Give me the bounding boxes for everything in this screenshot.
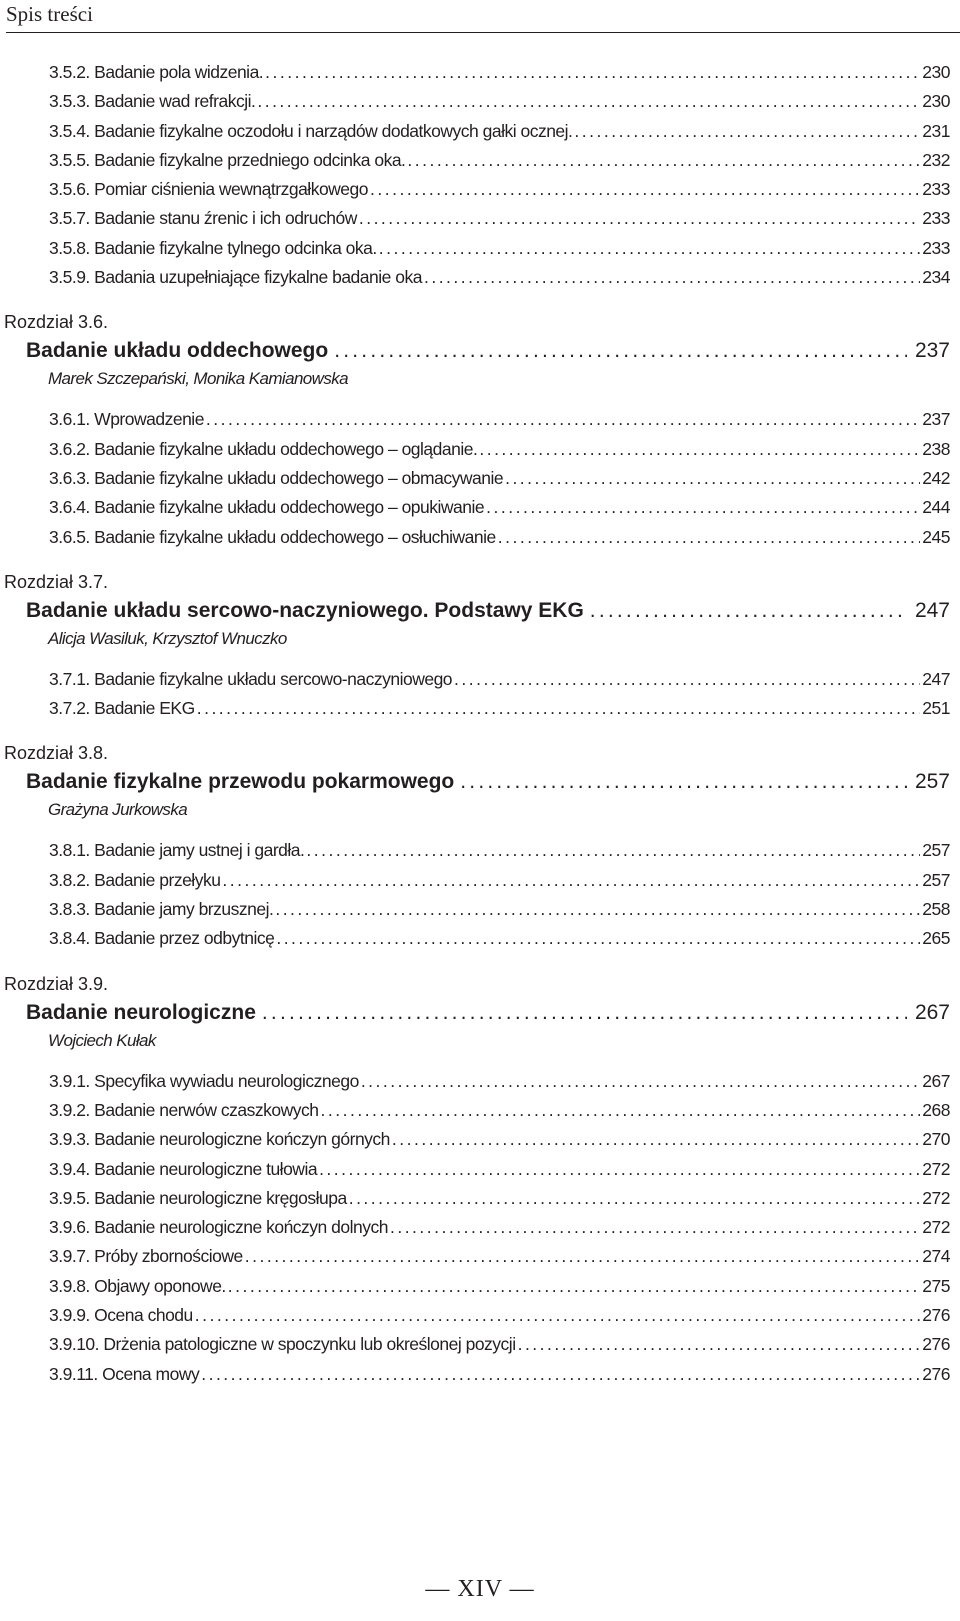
toc-entry-heading: Badanie fizykalne tylnego odcinka oka.: [94, 237, 377, 258]
chapter-page: 257: [914, 770, 950, 794]
toc-entry[interactable]: [49, 179, 950, 208]
toc-entry-heading: Drżenia patologiczne w spoczynku lub określonej pozycji: [103, 1334, 516, 1355]
toc-entry-title: [49, 150, 405, 171]
dot-leader: [195, 1305, 921, 1326]
toc-entry-page: 275: [922, 1275, 950, 1296]
dot-leader: [505, 468, 920, 489]
toc-entry-heading: Próby zbornościowe: [94, 1246, 243, 1267]
toc-entry-title: [49, 1071, 359, 1092]
toc-entry-heading: Badanie jamy ustnej i gardła.: [94, 840, 305, 861]
toc-entry-page: 272: [922, 1187, 950, 1208]
toc-entry-title: [49, 62, 263, 83]
chapter-title-row[interactable]: [26, 339, 950, 369]
chapter-label: Rozdział 3.7.: [4, 571, 109, 592]
toc-entry[interactable]: [49, 267, 950, 296]
dot-leader: [201, 1364, 920, 1385]
toc-entry[interactable]: [49, 62, 950, 91]
toc-entry-page: 268: [922, 1099, 950, 1120]
toc-entry-page: 272: [922, 1217, 950, 1238]
dot-leader: [265, 62, 920, 83]
toc-entry-title: [49, 439, 477, 460]
toc-entry-title: [49, 1364, 199, 1385]
toc-entry-number: 3.5.5.: [49, 149, 90, 170]
dot-leader: [275, 899, 920, 920]
toc-entry-page: 238: [922, 438, 950, 459]
dot-leader: [498, 527, 921, 548]
toc-entry-heading: Badanie fizykalne układu oddechowego – oglądanie.: [94, 438, 478, 459]
toc-entry-heading: Badanie jamy brzusznej.: [94, 899, 274, 920]
toc-entry-number: 3.9.8.: [49, 1275, 90, 1296]
toc-entry-number: 3.5.7.: [49, 208, 90, 229]
toc-entry[interactable]: [49, 1129, 950, 1158]
dot-leader: [262, 1001, 907, 1025]
chapter-label: Rozdział 3.6.: [4, 312, 109, 333]
toc-entry[interactable]: [49, 698, 950, 727]
toc-entry-number: 3.9.9.: [49, 1305, 90, 1326]
dot-leader: [574, 121, 920, 142]
chapter-authors: Alicja Wasiluk, Krzysztof Wnuczko: [48, 628, 287, 648]
toc-entry-page: 276: [922, 1305, 950, 1326]
toc-entry[interactable]: [49, 1188, 950, 1217]
toc-entry[interactable]: [49, 121, 950, 150]
toc-entry-number: 3.7.1.: [49, 668, 90, 689]
chapter-title: Badanie fizykalne przewodu pokarmowego: [26, 770, 455, 794]
toc-entry-title: [49, 121, 572, 142]
dot-leader: [407, 150, 920, 171]
toc-entry-number: 3.9.2.: [49, 1099, 90, 1120]
chapter-label: Rozdział 3.9.: [4, 973, 109, 994]
toc-entry-title: [49, 669, 452, 690]
dot-leader: [222, 870, 920, 891]
toc-entry-number: 3.9.6.: [49, 1217, 90, 1238]
toc-entry-title: [49, 840, 304, 861]
toc-entry-heading: Badanie fizykalne przedniego odcinka oka.: [94, 149, 406, 170]
toc-entry-title: [49, 468, 503, 489]
toc-entry-heading: Badanie EKG: [94, 698, 195, 719]
toc-entry-number: 3.9.7.: [49, 1246, 90, 1267]
toc-entry-number: 3.7.2.: [49, 698, 90, 719]
toc-entry[interactable]: [49, 468, 950, 497]
chapter-authors: Marek Szczepański, Monika Kamianowska: [48, 369, 348, 389]
chapter-section: [0, 974, 960, 1393]
toc-entry-title: [49, 1188, 347, 1209]
dot-leader: [460, 770, 907, 794]
toc-entry[interactable]: [49, 899, 950, 928]
toc-entry-page: 258: [922, 899, 950, 920]
toc-entry[interactable]: [49, 1276, 950, 1305]
toc-entry-page: 232: [922, 149, 950, 170]
toc-entry-title: [49, 928, 274, 949]
chapter-label: Rozdział 3.8.: [4, 743, 109, 764]
toc-entry[interactable]: [49, 409, 950, 438]
toc-entry[interactable]: [49, 928, 950, 957]
toc-entry-heading: Ocena chodu: [94, 1305, 193, 1326]
dot-leader: [319, 1159, 920, 1180]
dot-leader: [379, 238, 921, 259]
toc-entry-title: [49, 1129, 390, 1150]
chapter-title-row[interactable]: [26, 599, 950, 629]
toc-entry-number: 3.9.4.: [49, 1158, 90, 1179]
toc-entry-title: [49, 1305, 193, 1326]
toc-entry-heading: Badanie fizykalne układu oddechowego – osłuchiwanie: [94, 526, 496, 547]
toc-entry[interactable]: [49, 1100, 950, 1129]
toc-entry-heading: Badania uzupełniające fizykalne badanie oka: [94, 267, 422, 288]
toc-entry-heading: Badanie fizykalne układu oddechowego – opukiwanie: [94, 497, 485, 518]
chapter-authors: Grażyna Jurkowska: [48, 800, 188, 820]
toc-entry-page: 270: [922, 1129, 950, 1150]
toc-entry-title: [49, 1246, 243, 1267]
toc-entry-heading: Badanie stanu źrenic i ich odruchów: [94, 208, 357, 229]
toc-entry-number: 3.5.9.: [49, 267, 90, 288]
chapters-list: [0, 312, 960, 1393]
chapter-title: Badanie neurologiczne: [26, 1000, 256, 1024]
toc-entry-heading: Pomiar ciśnienia wewnątrzgałkowego: [94, 179, 369, 200]
toc-entry-page: 276: [922, 1363, 950, 1384]
toc-entry-title: [49, 1334, 516, 1355]
toc-entry-title: [49, 1159, 317, 1180]
toc-entry[interactable]: [49, 870, 950, 899]
chapter-page: 267: [914, 1000, 950, 1024]
dot-leader: [486, 497, 920, 518]
dot-leader: [306, 840, 920, 861]
dot-leader: [390, 1217, 920, 1238]
dot-leader: [276, 928, 920, 949]
toc-entry-heading: Badanie wad refrakcji.: [94, 91, 256, 112]
toc-entry-heading: Badanie neurologiczne kończyn dolnych: [94, 1217, 388, 1238]
toc-entry-page: 251: [922, 698, 950, 719]
chapter-section: [0, 743, 960, 957]
toc-entry-heading: Badanie przełyku: [94, 869, 221, 890]
toc-entry-title: [49, 91, 255, 112]
dot-leader: [479, 439, 920, 460]
toc-entry-page: 233: [922, 179, 950, 200]
toc-entry-title: [49, 208, 357, 229]
toc-entry-number: 3.8.1.: [49, 840, 90, 861]
toc-entry-title: [49, 1100, 319, 1121]
dot-leader: [454, 669, 920, 690]
toc-entry-number: 3.9.3.: [49, 1129, 90, 1150]
running-header: Spis treści: [6, 2, 960, 33]
toc-entry-page: 242: [922, 467, 950, 488]
page-number-footer: — XIV —: [425, 1576, 535, 1602]
toc-entry-title: [49, 238, 377, 259]
toc-entry[interactable]: [49, 1364, 950, 1393]
toc-entry-page: 230: [922, 62, 950, 82]
toc-entry[interactable]: [49, 1159, 950, 1188]
chapter-page: 247: [914, 598, 950, 622]
dot-leader: [334, 339, 907, 363]
toc-entry-number: 3.6.4.: [49, 497, 90, 518]
toc-entry[interactable]: [49, 91, 950, 120]
chapter-section: [0, 572, 960, 728]
toc-entry-title: [49, 527, 496, 548]
toc-entry-page: 244: [922, 497, 950, 518]
toc-entry-title: [49, 698, 195, 719]
dot-leader: [361, 1071, 920, 1092]
toc-entry[interactable]: [49, 840, 950, 869]
chapter-authors: Wojciech Kułak: [48, 1030, 156, 1050]
toc-entry-number: 3.6.5.: [49, 526, 90, 547]
toc-entry-heading: Ocena mowy: [102, 1363, 200, 1384]
toc-entry[interactable]: [49, 1246, 950, 1275]
toc-entry[interactable]: [49, 527, 950, 556]
dot-leader: [392, 1129, 920, 1150]
toc-entry[interactable]: [49, 1071, 950, 1100]
chapter-title-row[interactable]: [26, 1001, 950, 1031]
toc-entry-title: [49, 899, 273, 920]
toc-entry-page: 267: [922, 1070, 950, 1091]
toc-entry-heading: Badanie nerwów czaszkowych: [94, 1099, 319, 1120]
toc-entry-number: 3.5.8.: [49, 237, 90, 258]
toc-entry-title: [49, 870, 220, 891]
chapter-title-row[interactable]: [26, 770, 950, 800]
toc-entry-page: 245: [922, 526, 950, 547]
toc-entry[interactable]: [49, 208, 950, 237]
toc-entry-number: 3.5.3.: [49, 91, 90, 112]
toc-entry-title: [49, 409, 204, 430]
toc-entry-number: 3.5.2.: [49, 62, 90, 82]
toc-entry[interactable]: [49, 669, 950, 698]
dot-leader: [590, 599, 907, 623]
toc-entry-page: 231: [922, 120, 950, 141]
chapter-title: Badanie układu oddechowego: [26, 339, 329, 363]
chapter-page: 237: [914, 339, 950, 363]
toc-entry[interactable]: [49, 1217, 950, 1246]
toc-entry-number: 3.5.4.: [49, 120, 90, 141]
toc-entry-number: 3.5.6.: [49, 179, 90, 200]
dot-leader: [370, 179, 920, 200]
toc-entry-number: 3.9.5.: [49, 1187, 90, 1208]
toc-entry-heading: Wprowadzenie: [94, 409, 204, 430]
toc-entry-title: [49, 1217, 388, 1238]
toc-entry-page: 265: [922, 928, 950, 949]
toc-entry-page: 233: [922, 208, 950, 229]
toc-entry-heading: Badanie fizykalne układu sercowo-naczyniowego: [94, 668, 453, 689]
toc-entry-heading: Badanie pola widzenia.: [94, 62, 264, 82]
toc-entry-title: [49, 497, 484, 518]
toc-entry-number: 3.6.1.: [49, 409, 90, 430]
toc-entry-heading: Badanie fizykalne układu oddechowego – obmacywanie: [94, 467, 504, 488]
toc-entry-page: 276: [922, 1334, 950, 1355]
toc-entry-title: [49, 179, 368, 200]
dot-leader: [245, 1246, 921, 1267]
toc-entry-heading: Badanie neurologiczne kręgosłupa: [94, 1187, 347, 1208]
toc-entry-number: 3.8.2.: [49, 869, 90, 890]
toc-entry-number: 3.9.1.: [49, 1070, 90, 1091]
toc-entry-page: 234: [922, 267, 950, 288]
toc-entry-title: [49, 267, 422, 288]
toc-entry-number: 3.8.4.: [49, 928, 90, 949]
dot-leader: [228, 1276, 921, 1297]
leading-entries: [0, 62, 960, 296]
dot-leader: [424, 267, 920, 288]
toc-entry-title: [49, 1276, 226, 1297]
dot-leader: [197, 698, 921, 719]
table-of-contents: [0, 62, 960, 1393]
toc-entry[interactable]: [49, 439, 950, 468]
dot-leader: [206, 409, 920, 430]
toc-entry-heading: Badanie przez odbytnicę: [94, 928, 275, 949]
toc-entry-page: 230: [922, 91, 950, 112]
toc-entry-number: 3.6.2.: [49, 438, 90, 459]
toc-entry-page: 274: [922, 1246, 950, 1267]
toc-entry[interactable]: [49, 238, 950, 267]
toc-entry[interactable]: [49, 150, 950, 179]
toc-entry-number: 3.9.11.: [49, 1363, 98, 1384]
toc-entry-page: 247: [922, 668, 950, 689]
toc-entry-heading: Badanie neurologiczne kończyn górnych: [94, 1129, 390, 1150]
toc-entry-number: 3.8.3.: [49, 899, 90, 920]
toc-entry-heading: Specyfika wywiadu neurologicznego: [94, 1070, 359, 1091]
chapter-title: Badanie układu sercowo-naczyniowego. Podstawy EKG: [26, 598, 584, 622]
dot-leader: [321, 1100, 921, 1121]
dot-leader: [518, 1334, 921, 1355]
dot-leader: [257, 91, 920, 112]
toc-entry-page: 257: [922, 840, 950, 861]
dot-leader: [359, 208, 920, 229]
chapter-section: [0, 312, 960, 555]
toc-entry-page: 237: [922, 409, 950, 430]
toc-entry[interactable]: [49, 1334, 950, 1363]
toc-entry[interactable]: [49, 1305, 950, 1334]
toc-entry-heading: Objawy oponowe.: [94, 1275, 226, 1296]
toc-entry-heading: Badanie fizykalne oczodołu i narządów dodatkowych gałki ocznej.: [94, 120, 573, 141]
toc-entry-number: 3.6.3.: [49, 467, 90, 488]
toc-entry-page: 257: [922, 869, 950, 890]
toc-entry[interactable]: [49, 497, 950, 526]
dot-leader: [349, 1188, 921, 1209]
toc-entry-page: 272: [922, 1158, 950, 1179]
toc-entry-page: 233: [922, 237, 950, 258]
toc-entry-heading: Badanie neurologiczne tułowia: [94, 1158, 318, 1179]
toc-entry-number: 3.9.10.: [49, 1334, 100, 1355]
